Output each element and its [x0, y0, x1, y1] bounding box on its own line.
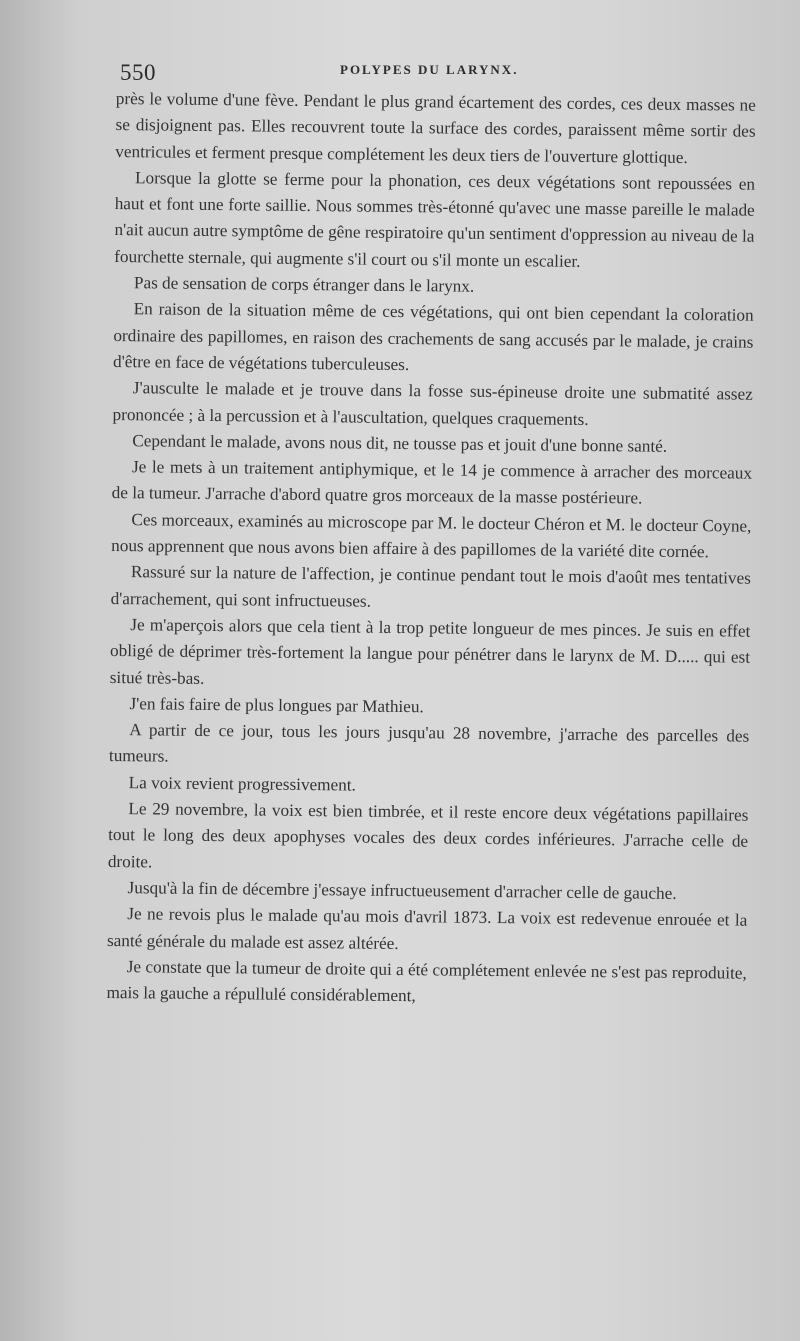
paragraph: J'en fais faire de plus longues par Mathieu. [129, 694, 424, 717]
page-header [120, 56, 760, 86]
paragraph: A partir de ce jour, tous les jours jusqu'au 28 novembre, j'arrache des parcelles des tumeurs. [108, 720, 750, 767]
paragraph: Jusqu'à la fin de décembre j'essaye infructueusement d'arracher celle de gauche. [127, 878, 677, 903]
paragraph: Lorsque la glotte se ferme pour la phonation, ces deux végétations sont repoussées en haut et font une forte saillie. Nous sommes très-étonné qu'avec une masse pareille le malade n'ait aucun autre symptôme de gêne respiratoire qu'un sentiment d'oppression au niveau de la fourchette sternale, qui augmente s'il court ou s'il monte un escalier. [114, 168, 756, 271]
paragraph: Je ne revois plus le malade qu'au mois d'avril 1873. La voix est redevenue enrouée et la santé générale du malade est assez altérée. [106, 904, 748, 953]
paragraph: Je le mets à un traitement antiphymique, et le 14 je commence à arracher des morceaux de la tumeur. J'arrache d'abord quatre gros morceaux de la masse postérieure. [111, 457, 753, 508]
paragraph: Ces morceaux, examinés au microscope par M. le docteur Chéron et M. le docteur Coyne, nous apprennent que nous avons bien affaire à des papillomes de la variété dite cornée. [111, 509, 752, 562]
running-title: POLYPES DU LARYNX. [340, 62, 519, 77]
paragraph: Je m'aperçois alors que cela tient à la trop petite longueur de mes pinces. Je suis en effet obligé de déprimer très-fortement la langue pour pénétrer dans le larynx de M. D..... qui est situé très-bas. [109, 615, 751, 688]
page-number: 550 [120, 60, 156, 85]
paragraph: J'ausculte le malade et je trouve dans la fosse sus-épineuse droite une submatité assez prononcée ; à la percussion et à l'auscultation, quelques craquements. [112, 378, 753, 429]
paragraph: Rassuré sur la nature de l'affection, je continue pendant tout le mois d'août mes tentatives d'arrachement, qui sont infructueuses. [110, 562, 751, 611]
paragraph: La voix revient progressivement. [128, 772, 356, 795]
paragraph: En raison de la situation même de ces végétations, qui ont bien cependant la coloration ordinaire des papillomes, en raison des crachements de sang accusés par le malade, je crains d'être en face de végétations tuberculeuses. [113, 299, 754, 375]
paragraph: Le 29 novembre, la voix est bien timbrée, et il reste encore deux végétations papillaires tout le long des deux apophyses vocales des deux cordes inférieures. J'arrache celle de droite. [107, 799, 749, 872]
paragraph: Je constate que la tumeur de droite qui a été complétement enlevée ne s'est pas reproduite, mais la gauche a répullulé considérablement, [106, 956, 747, 1006]
paragraph: Pas de sensation de corps étranger dans le larynx. [133, 273, 475, 296]
paragraph: Cependant le malade, avons nous dit, ne tousse pas et jouit d'une bonne santé. [132, 431, 668, 456]
paragraph: près le volume d'une fève. Pendant le plus grand écartement des cordes, ces deux masses ne se disjoignent pas. Elles recouvrent toute la surface des cordes, paraissent même sortir des ventricules et ferment presque complétement les deux tiers de l'ouverture glottique. [115, 88, 756, 167]
body-text [106, 86, 756, 1013]
